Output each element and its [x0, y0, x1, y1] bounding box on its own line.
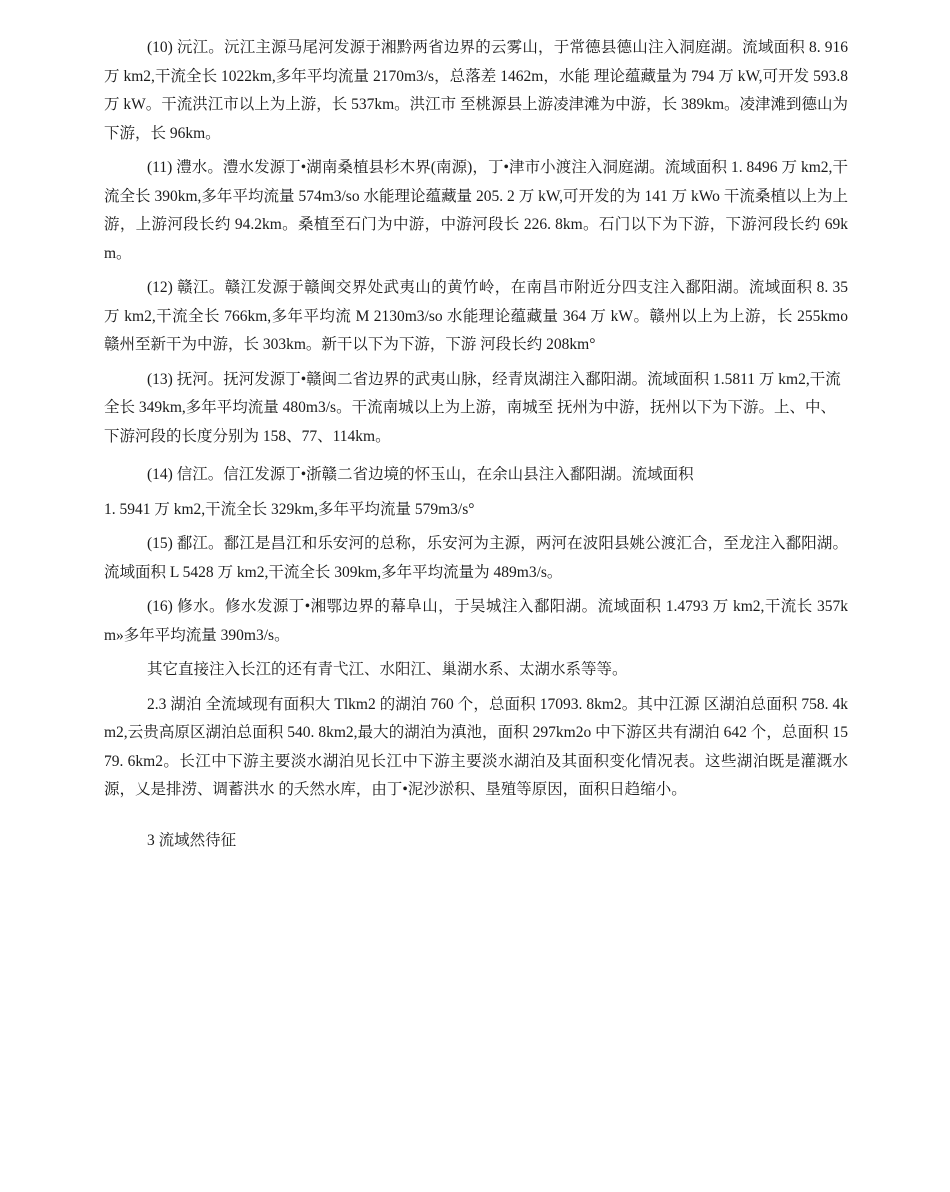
paragraph-xinjiang: (14) 信江。信江发源丁•浙赣二省边境的怀玉山，在余山县注入鄱阳湖。流域面积	[147, 466, 694, 483]
paragraph-other-tributaries: 其它直接注入长江的还有青弋江、水阳江、巢湖水系、太湖水系等等。	[147, 661, 628, 678]
paragraph-lakes: 2.3 湖泊 全流域现有面积大 Tlkm2 的湖泊 760 个，总面积 17093. 8km2。其中江源 区湖泊总面积 758. 4km2,云贵高原区湖泊总面积 540. 8km2,最大的湖泊为滇池，面积 297km2o 中下游区共有湖泊 642 个，总面积 1579. 6km2。长江中下游主要淡水湖泊见长江中下游主要淡水湖泊及其面积变化情况表。这些湖泊既是灌溉水源，乂是排涝、调蓄洪水 的夭然水库，由丁•泥沙淤积、垦殖等原因，面积日趋缩小。	[104, 695, 848, 798]
paragraph-pojiang: (15) 鄱江。鄱江是昌江和乐安河的总称，乐安河为主源，两河在波阳县姚公渡汇合，至龙注入鄱阳湖。流域面积 L 5428 万 km2,干流全长 309km,多年平均流量为 489m3/s。	[104, 535, 848, 581]
paragraph-xinjiang-cont: 1. 5941 万 km2,干流全长 329km,多年平均流量 579m3/s°	[104, 500, 475, 518]
paragraph-xiushui: (16) 修水。修水发源丁•湘鄂边界的幕阜山，于吴城注入鄱阳湖。流域面积 1.4793 万 km2,干流长 357km»多年平均流量 390m3/s。	[104, 598, 848, 644]
document-page	[104, 34, 848, 855]
paragraph-lishui: (11) 澧水。澧水发源丁•湖南桑植县杉木界(南源)，丁•津市小渡注入洞庭湖。流域面积 1. 8496 万 km2,干流全长 390km,多年平均流量 574m3/so 水能理论蕴藏量 205. 2 万 kW,可开发的为 141 万 kWo 干流桑植以上为上游，上游河段长约 94.2km。桑植至石门为中游，中游河段长 226. 8km。石门以下为下游，下游河段长约 69km。	[104, 159, 848, 262]
paragraph-fuhe: (13) 抚河。抚河发源丁•赣闽二省边界的武夷山脉，经青岚湖注入鄱阳湖。流域面积 1.5811 万 km2,干流全长 349km,多年平均流量 480m3/s。干流南城以上为上游，南城至 抚州为中游，抚州以下为下游。上、中、下游河段的长度分别为 158、77、114km。	[104, 370, 841, 445]
paragraph-yuanjiang: (10) 沅江。沅江主源马尾河发源于湘黔两省边界的云雾山，于常德县德山注入洞庭湖。流域面积 8. 916 万 km2,干流全长 1022km,多年平均流量 2170m3/s，总落差 1462m，水能 理论蕴藏量为 794 万 kW,可开发 593.8 万 kW。干流洪江市以上为上游，长 537km。洪江市 至桃源县上游凌津滩为中游，长 389km。凌津滩到德山为下游，长 96km。	[104, 39, 848, 142]
section-heading: 3 流域然待征	[147, 831, 237, 849]
paragraph-ganjiang: (12) 赣江。赣江发源于赣闽交界处武夷山的黄竹岭，在南昌市附近分四支注入鄱阳湖。流域面积 8. 35 万 km2,干流全长 766km,多年平均流 M 2130m3/so 水能理论蕴藏量 364 万 kW。赣州以上为上游，长 255kmo 赣州至新干为中游，长 303km。新干以下为下游，下游 河段长约 208km°	[104, 279, 848, 353]
